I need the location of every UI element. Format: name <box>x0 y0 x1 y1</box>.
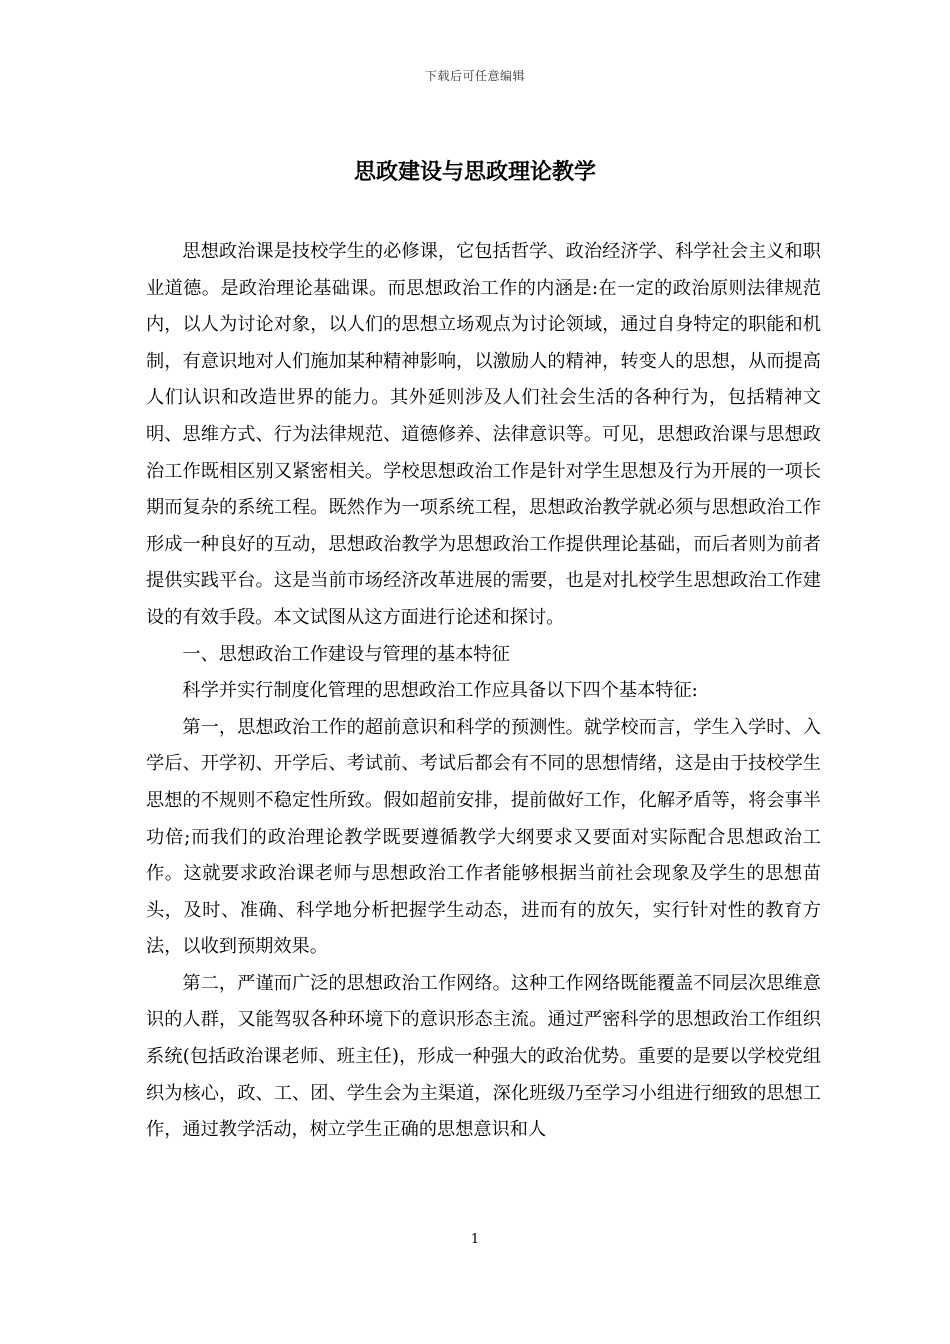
paragraph-feature-2: 第二，严谨而广泛的思想政治工作网络。这种工作网络既能覆盖不同层次思维意识的人群，又能驾驭各种环境下的意识形态主流。通过严密科学的思想政治工作组织系统(包括政治课老师、班主任)，形成一种强大的政治优势。重要的是要以学校党组织为核心，政、工、团、学生会为主渠道，深化班级乃至学习小组进行细致的思想工作，通过教学活动，树立学生正确的思想意识和人 <box>146 972 821 1141</box>
paragraph-feature-1: 第一，思想政治工作的超前意识和科学的预测性。就学校而言，学生入学时、入学后、开学初、开学后、考试前、考试后都会有不同的思想情绪，这是由于技校学生思想的不规则不稳定性所致。假如超前安排，提前做好工作，化解矛盾等，将会事半功倍;而我们的政治理论教学既要遵循教学大纲要求又要面对实际配合思想政治工作。这就要求政治课老师与思想政治工作者能够根据当前社会现象及学生的思想苗头，及时、准确、科学地分析把握学生动态，进而有的放矢，实行针对性的教育方法，以收到预期效果。 <box>146 716 821 958</box>
paragraph-features-intro: 科学并实行制度化管理的思想政治工作应具备以下四个基本特征: <box>182 680 698 702</box>
page-number: 1 <box>470 1232 480 1247</box>
paragraph-intro: 思想政治课是技校学生的必修课，它包括哲学、政治经济学、科学社会主义和职业道德。是政治理论基础课。而思想政治工作的内涵是:在一定的政治原则法律规范内，以人为讨论对象，以人们的思想立场观点为讨论领域，通过自身特定的职能和机制，有意识地对人们施加某种精神影响，以激励人的精神，转变人的思想，从而提高人们认识和改造世界的能力。其外延则涉及人们社会生活的各种行为，包括精神文明、思维方式、行为法律规范、道德修养、法律意识等。可见，思想政治课与思想政治工作既相区别又紧密相关。学校思想政治工作是针对学生思想及行为开展的一项长期而复杂的系统工程。既然作为一项系统工程，思想政治教学就必须与思想政治工作形成一种良好的互动，思想政治教学为思想政治工作提供理论基础，而后者则为前者提供实践平台。这是当前市场经济改革进展的需要，也是对扎校学生思想政治工作建设的有效手段。本文试图从这方面进行论述和探讨。 <box>146 241 821 628</box>
section-heading: 一、思想政治工作建设与管理的基本特征 <box>182 643 510 665</box>
page-title: 思政建设与思政理论教学 <box>353 159 596 185</box>
body-text <box>146 234 821 1149</box>
header-note: 下载后可任意编辑 <box>424 69 525 83</box>
